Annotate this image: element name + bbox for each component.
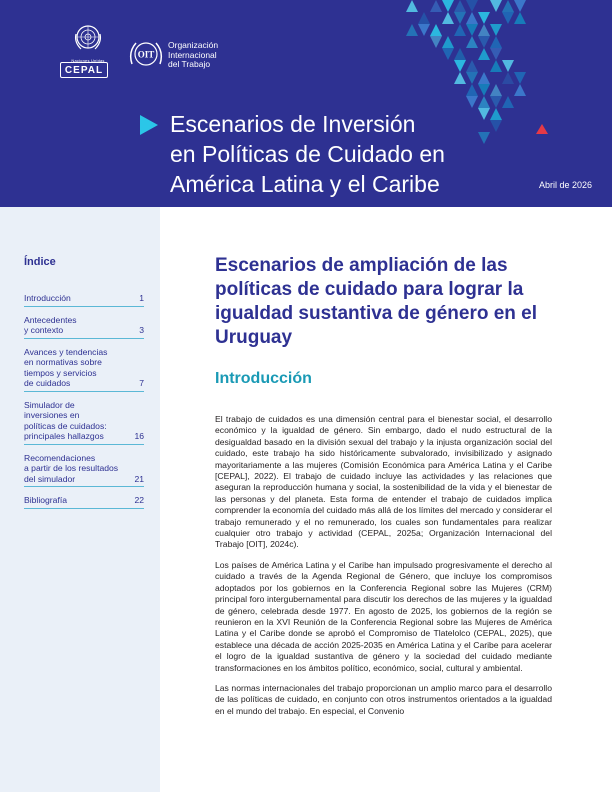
mosaic-triangle xyxy=(454,60,466,72)
un-logo xyxy=(66,22,110,63)
mosaic-triangle xyxy=(514,12,526,24)
toc-item-introduccion[interactable]: Introducción 1 xyxy=(24,293,144,307)
mosaic-triangle xyxy=(418,12,430,24)
cepal-logo: CEPAL xyxy=(60,62,108,78)
toc-item-simulador[interactable]: Simulador de inversiones en políticas de cuidados: principales hallazgos 16 xyxy=(24,400,144,445)
mosaic-triangle xyxy=(502,96,514,108)
mosaic-triangle xyxy=(454,12,466,24)
publication-title: Escenarios de Inversión en Políticas de Cuidado en América Latina y el Caribe xyxy=(170,111,445,197)
toc-item-avances[interactable]: Avances y tendencias en normativas sobre tiempos y servicios de cuidados 7 xyxy=(24,347,144,392)
mosaic-triangle xyxy=(442,48,454,60)
mosaic-triangle xyxy=(466,60,478,72)
mosaic-triangle xyxy=(478,96,490,108)
body-text xyxy=(215,414,552,726)
mosaic-triangle xyxy=(490,36,502,48)
mosaic-triangle xyxy=(478,84,490,96)
mosaic-triangle xyxy=(466,36,478,48)
un-emblem-icon xyxy=(73,22,103,52)
un-caption: Naciones Unidas xyxy=(71,58,105,63)
title-arrow-icon xyxy=(140,115,160,135)
mosaic-triangle xyxy=(466,96,478,108)
section-title: Introducción xyxy=(215,370,312,387)
mosaic-triangle xyxy=(442,12,454,24)
mosaic-triangle xyxy=(478,24,490,36)
mosaic-triangle xyxy=(418,24,430,36)
mosaic-triangle xyxy=(490,0,502,12)
mosaic-triangle xyxy=(502,12,514,24)
oit-emblem-icon xyxy=(128,38,164,70)
mosaic-triangle xyxy=(514,84,526,96)
mosaic-triangle xyxy=(490,48,502,60)
paragraph: El trabajo de cuidados es una dimensión central para el bienestar social, el desarrollo económico y la igualdad de género. Sin embargo, dado el nudo estructural de la desigualdad basado en la división sexual del trabajo y la injusta organización social del cuidado, este trabajo ha sido históricamente subvalorado, invisibilizado y asignado mayoritariamente a las mujeres (Comisión Económica para América Latina y el Caribe [CEPAL], 2022). El trabajo de cuidado incluye las actividades y las relaciones que aseguran la reproducción humana y social, la sostenibilidad de la vida y el bienestar de las personas y del planeta. Esta forma de entender el trabajo de cuidados implica comprender la economía del cuidado más allá de los límites del mercado y considerar el trabajo remunerado y el no remunerado, los cuales son fundamentales para realizar cualquier otro trabajo y actividad (CEPAL, 2025a; Organización Internacional del Trabajo [OIT], 2024c). xyxy=(215,414,552,550)
mosaic-triangle xyxy=(466,0,478,12)
mosaic-triangle xyxy=(502,0,514,12)
mosaic-triangle xyxy=(478,36,490,48)
toc-item-bibliografia[interactable]: Bibliografía 22 xyxy=(24,495,144,509)
mosaic-triangle xyxy=(454,72,466,84)
mosaic-triangle xyxy=(466,84,478,96)
mosaic-triangle xyxy=(514,0,526,12)
mosaic-triangle xyxy=(490,24,502,36)
mosaic-triangle xyxy=(478,48,490,60)
mosaic-triangle xyxy=(406,24,418,36)
mosaic-triangle xyxy=(502,60,514,72)
mosaic-triangle xyxy=(514,72,526,84)
publication-date: Abril de 2026 xyxy=(539,180,593,190)
oit-abbr: OIT xyxy=(137,49,155,60)
mosaic-triangle xyxy=(442,0,454,12)
mosaic-triangle xyxy=(490,84,502,96)
mosaic-triangle xyxy=(454,0,466,12)
mosaic-triangle xyxy=(466,12,478,24)
mosaic-highlight-triangle xyxy=(536,124,548,134)
table-of-contents xyxy=(24,293,144,517)
oit-name: Organización Internacional del Trabajo xyxy=(168,40,219,69)
mosaic-triangle xyxy=(406,0,418,12)
mosaic-triangle xyxy=(478,72,490,84)
mosaic-triangle xyxy=(430,0,442,12)
mosaic-triangle xyxy=(466,72,478,84)
mosaic-triangle xyxy=(490,60,502,72)
mosaic-triangle xyxy=(430,36,442,48)
document-heading: Escenarios de ampliación de las políticas de cuidado para lograr la igualdad sustantiva de género en el Uruguay xyxy=(215,255,538,348)
mosaic-triangle xyxy=(502,72,514,84)
mosaic-triangle xyxy=(478,12,490,24)
mosaic-triangle xyxy=(430,24,442,36)
toc-item-recomendaciones[interactable]: Recomendaciones a partir de los resultados del simulador 21 xyxy=(24,453,144,488)
toc-heading: Índice xyxy=(24,256,56,268)
paragraph: Las normas internacionales del trabajo proporcionan un amplio marco para el desarrollo de las políticas de cuidado, en conjunto con otros instrumentos orientados a la igualdad en el mundo del trabajo. En especial, el Convenio xyxy=(215,682,552,716)
paragraph: Los países de América Latina y el Caribe han impulsado progresivamente el derecho al cuidado a través de la Agenda Regional de Género, que incluye los compromisos adoptados por los gobiernos en la Conferencia Regional sobre las Mujeres (CRM) principal foro intergubernamental para discutir los derechos de las mujeres y la igualdad de género, celebrada desde 1977. En agosto de 2025, los gobiernos de la región se reunieron en la XVI Reunión de la Conferencia Regional sobre las Mujeres de América Latina y el Caribe donde se aprobó el Compromiso de Tlatelolco (CEPAL, 2025), que establece una década de acción 2025-2035 en América Latina y el Caribe para acelerar el logro de la igualdad sustantiva de género y la sociedad del cuidado mediante transformaciones en los ámbitos político, económico, social, cultural y ambiental. xyxy=(215,559,552,673)
mosaic-triangle xyxy=(454,48,466,60)
mosaic-triangle xyxy=(466,24,478,36)
mosaic-triangle xyxy=(442,36,454,48)
mosaic-triangle xyxy=(490,96,502,108)
mosaic-triangle xyxy=(454,24,466,36)
header-banner xyxy=(0,0,612,207)
toc-item-antecedentes[interactable]: Antecedentes y contexto 3 xyxy=(24,315,144,339)
